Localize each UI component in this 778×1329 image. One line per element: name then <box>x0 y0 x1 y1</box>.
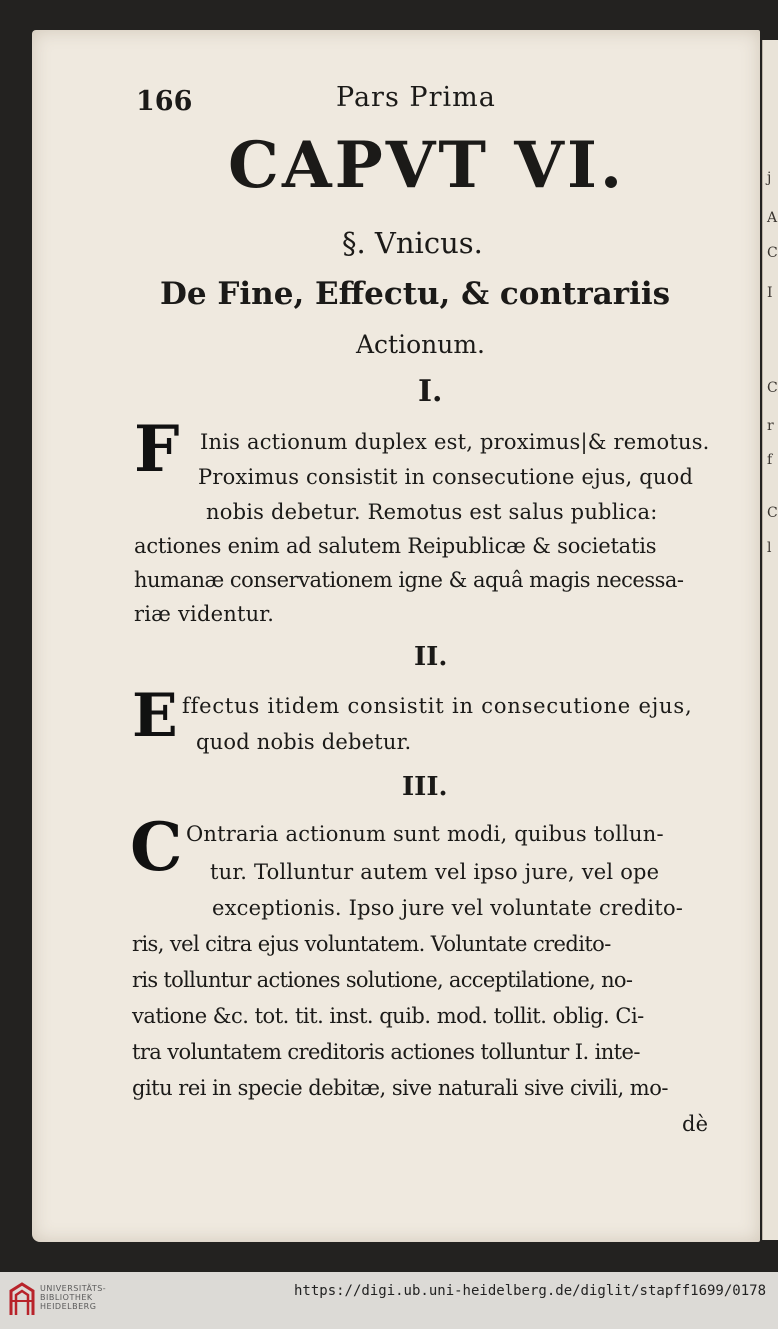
text-line: gitu rei in specie debitæ, sive naturali sive civili, mo- <box>132 1076 668 1100</box>
text-line: Ontraria actionum sunt modi, quibus tollun- <box>186 822 664 846</box>
text-line: Inis actionum duplex est, proximus|& remotus. <box>200 430 710 454</box>
text-line: Proximus consistit in consecutione ejus, quod <box>198 465 694 489</box>
adjacent-fragment: r <box>767 418 774 434</box>
chapter-title: CAPVT VI. <box>228 128 626 203</box>
section-numeral: I. <box>418 374 443 409</box>
adjacent-fragment: j <box>767 170 772 186</box>
drop-cap: E <box>132 681 178 751</box>
text-line: exceptionis. Ipso jure vel voluntate credito- <box>212 896 684 920</box>
university-library-logo-icon <box>8 1281 36 1319</box>
adjacent-fragment: I <box>767 285 773 301</box>
institution-line: BIBLIOTHEK <box>40 1293 93 1302</box>
page-number: 166 <box>136 86 193 117</box>
institution-line: UNIVERSITÄTS- <box>40 1284 107 1293</box>
adjacent-fragment: C <box>767 245 778 261</box>
text-line: ffectus itidem consistit in consecutione ejus, <box>182 694 693 718</box>
text-line: humanæ conservationem igne & aquâ magis necessa- <box>134 568 684 592</box>
catchword: dè <box>682 1112 709 1136</box>
text-line: riæ videntur. <box>134 602 275 626</box>
drop-cap: F <box>134 412 180 487</box>
permalink-url[interactable]: https://digi.ub.uni-heidelberg.de/diglit/stapff1699/0178 <box>293 1283 766 1299</box>
running-head: Pars Prima <box>336 82 496 113</box>
adjacent-fragment: l <box>767 540 772 556</box>
adjacent-page-edge <box>762 40 778 1240</box>
text-line: actiones enim ad salutem Reipublicæ & societatis <box>134 534 657 558</box>
section-numeral: II. <box>414 642 448 672</box>
institution-name <box>40 1284 106 1311</box>
adjacent-fragment: A <box>767 210 778 226</box>
text-line: ris tolluntur actiones solutione, acceptilatione, no- <box>132 968 633 992</box>
text-line: tra voluntatem creditoris actiones tolluntur I. inte- <box>132 1040 640 1064</box>
adjacent-fragment: C <box>767 380 778 396</box>
adjacent-fragment: f <box>767 452 773 468</box>
drop-cap: C <box>130 808 183 886</box>
section-numeral: III. <box>402 772 448 802</box>
text-line: vatione &c. tot. tit. inst. quib. mod. tollit. oblig. Ci- <box>132 1004 644 1028</box>
institution-line: HEIDELBERG <box>40 1302 97 1311</box>
adjacent-fragment: C <box>767 505 778 521</box>
chapter-heading-line2: Actionum. <box>356 330 486 359</box>
text-line: tur. Tolluntur autem vel ipso jure, vel ope <box>210 860 660 884</box>
text-line: ris, vel citra ejus voluntatem. Voluntate credito- <box>132 932 611 956</box>
text-line: quod nobis debetur. <box>196 730 412 754</box>
chapter-heading-line1: De Fine, Effectu, & contrariis <box>160 276 671 312</box>
viewer-footer <box>0 1272 778 1329</box>
text-line: nobis debetur. Remotus est salus publica: <box>206 500 658 524</box>
section-title: §. Vnicus. <box>342 226 483 260</box>
